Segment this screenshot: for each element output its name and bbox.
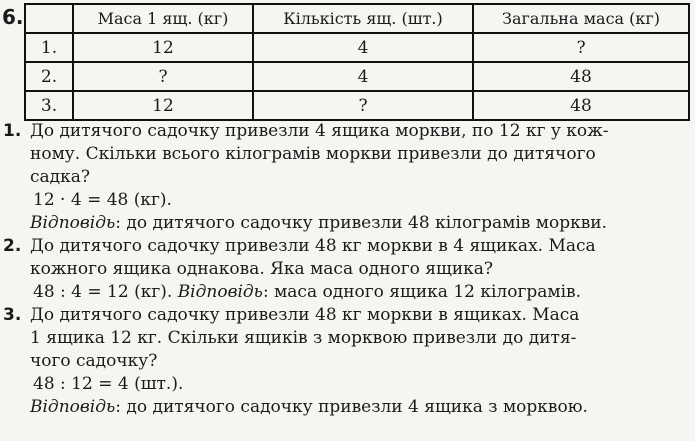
row-label: 1. (25, 33, 73, 62)
answer (30, 396, 689, 419)
problem-text-line: чого садочку? (30, 351, 158, 371)
table-cell: ? (473, 33, 689, 62)
header-cell-box-count: Кількість ящ. (шт.) (253, 4, 473, 33)
row-label: 2. (25, 62, 73, 91)
problem-text-line: До дитячого садочку привезли 4 ящика моркви, по 12 кг у кож- (30, 121, 609, 141)
solution: 48 : 12 = 4 (шт.). (33, 374, 184, 394)
answer-text: : маса одного ящика 12 кілограмів. (262, 282, 582, 302)
problem-text-line: До дитячого садочку привезли 48 кг моркви в 4 ящиках. Маса (30, 236, 596, 256)
problem-number: 2. (3, 236, 22, 256)
answer-label: Відповідь (30, 213, 116, 233)
problem-text-line: 1 ящика 12 кг. Скільки ящиків з морквою привезли до дитя- (30, 328, 577, 348)
solution-answer-line (30, 281, 689, 304)
table-cell: 12 (73, 91, 253, 120)
answer-text: : до дитячого садочку привезли 48 кілограмів моркви. (115, 213, 608, 233)
table-header-row (25, 4, 689, 33)
solution: 48 : 4 = 12 (кг). (33, 282, 178, 302)
table-cell: 4 (253, 33, 473, 62)
problem-text-line: До дитячого садочку привезли 48 кг моркви в ящиках. Маса (30, 305, 580, 325)
answer-text: : до дитячого садочку привезли 4 ящика з морквою. (115, 397, 588, 417)
table-cell: 48 (473, 62, 689, 91)
table-cell: ? (253, 91, 473, 120)
solution: 12 · 4 = 48 (кг). (33, 190, 172, 210)
problem-2 (0, 235, 695, 304)
row-label: 3. (25, 91, 73, 120)
table-row (25, 91, 689, 120)
problem-number: 1. (3, 121, 22, 141)
header-cell-total-mass: Загальна маса (кг) (473, 4, 689, 33)
problem-text-line: кожного ящика однакова. Яка маса одного ящика? (30, 259, 494, 279)
problem-3 (0, 304, 695, 419)
table-cell: 4 (253, 62, 473, 91)
problems-section (0, 120, 695, 419)
answer-label: Відповідь (30, 397, 116, 417)
exercise-number: 6. (2, 5, 24, 29)
header-cell (25, 4, 73, 33)
problem-text-line: ному. Скільки всього кілограмів моркви привезли до дитячого (30, 144, 596, 164)
problem-text-line: садка? (30, 167, 90, 187)
problem-1 (0, 120, 695, 235)
data-table (24, 3, 690, 121)
table-row (25, 62, 689, 91)
header-cell-mass-per-box: Маса 1 ящ. (кг) (73, 4, 253, 33)
answer (30, 212, 689, 235)
answer-label: Відповідь (177, 282, 263, 302)
table-row (25, 33, 689, 62)
problem-number: 3. (3, 305, 22, 325)
table-cell: 48 (473, 91, 689, 120)
table-cell: 12 (73, 33, 253, 62)
table-cell: ? (73, 62, 253, 91)
